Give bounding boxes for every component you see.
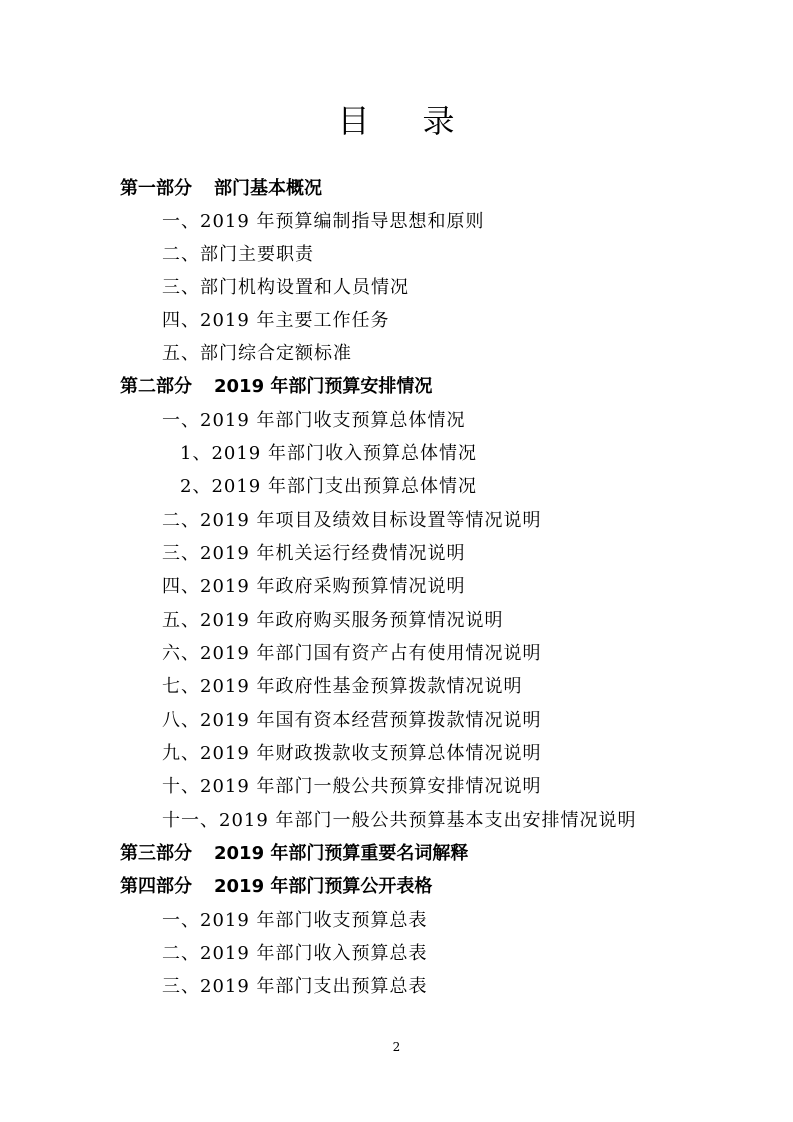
toc-subitem[interactable]: 2、2019 年部门支出预算总体情况 bbox=[180, 476, 477, 497]
toc-part-text: 2019 年部门预算安排情况 bbox=[214, 376, 433, 397]
toc-item[interactable]: 七、2019 年政府性基金预算拨款情况说明 bbox=[162, 676, 523, 697]
toc-part-4[interactable] bbox=[120, 870, 432, 903]
toc-part-text: 2019 年部门预算重要名词解释 bbox=[214, 843, 469, 864]
toc-item[interactable]: 五、部门综合定额标准 bbox=[162, 343, 352, 364]
toc-item[interactable]: 二、2019 年项目及绩效目标设置等情况说明 bbox=[162, 510, 542, 531]
toc-item[interactable]: 四、2019 年政府采购预算情况说明 bbox=[162, 576, 466, 597]
toc-item[interactable]: 一、2019 年预算编制指导思想和原则 bbox=[162, 211, 485, 232]
toc-item[interactable]: 三、2019 年部门支出预算总表 bbox=[162, 976, 428, 997]
toc-part-1[interactable] bbox=[120, 172, 322, 205]
page-number: 2 bbox=[392, 1040, 401, 1054]
page-title-left: 目 bbox=[337, 102, 371, 140]
toc-item[interactable]: 五、2019 年政府购买服务预算情况说明 bbox=[162, 610, 504, 631]
toc-part-label: 第三部分 bbox=[120, 843, 192, 864]
toc-item[interactable]: 六、2019 年部门国有资产占有使用情况说明 bbox=[162, 643, 542, 664]
toc-item[interactable]: 十、2019 年部门一般公共预算安排情况说明 bbox=[162, 776, 542, 797]
toc-item[interactable]: 二、部门主要职责 bbox=[162, 244, 314, 265]
toc-item[interactable]: 十一、2019 年部门一般公共预算基本支出安排情况说明 bbox=[162, 810, 637, 831]
toc-part-2[interactable] bbox=[120, 370, 432, 403]
toc-item[interactable]: 三、2019 年机关运行经费情况说明 bbox=[162, 543, 466, 564]
page-title bbox=[0, 96, 793, 142]
toc-item[interactable]: 八、2019 年国有资本经营预算拨款情况说明 bbox=[162, 710, 542, 731]
toc-subitem[interactable]: 1、2019 年部门收入预算总体情况 bbox=[180, 443, 477, 464]
toc-item[interactable]: 一、2019 年部门收支预算总表 bbox=[162, 910, 428, 931]
toc-item[interactable]: 三、部门机构设置和人员情况 bbox=[162, 277, 409, 298]
toc-part-label: 第二部分 bbox=[120, 376, 192, 397]
toc-item[interactable]: 一、2019 年部门收支预算总体情况 bbox=[162, 410, 466, 431]
toc-item[interactable]: 四、2019 年主要工作任务 bbox=[162, 310, 390, 331]
toc-part-label: 第四部分 bbox=[120, 876, 192, 897]
toc-part-text: 2019 年部门预算公开表格 bbox=[214, 876, 433, 897]
toc-part-3[interactable] bbox=[120, 837, 468, 870]
toc-part-label: 第一部分 bbox=[120, 178, 192, 199]
page-title-right: 录 bbox=[422, 102, 456, 140]
toc-part-text: 部门基本概况 bbox=[214, 178, 322, 199]
toc-item[interactable]: 九、2019 年财政拨款收支预算总体情况说明 bbox=[162, 743, 542, 764]
toc-item[interactable]: 二、2019 年部门收入预算总表 bbox=[162, 943, 428, 964]
